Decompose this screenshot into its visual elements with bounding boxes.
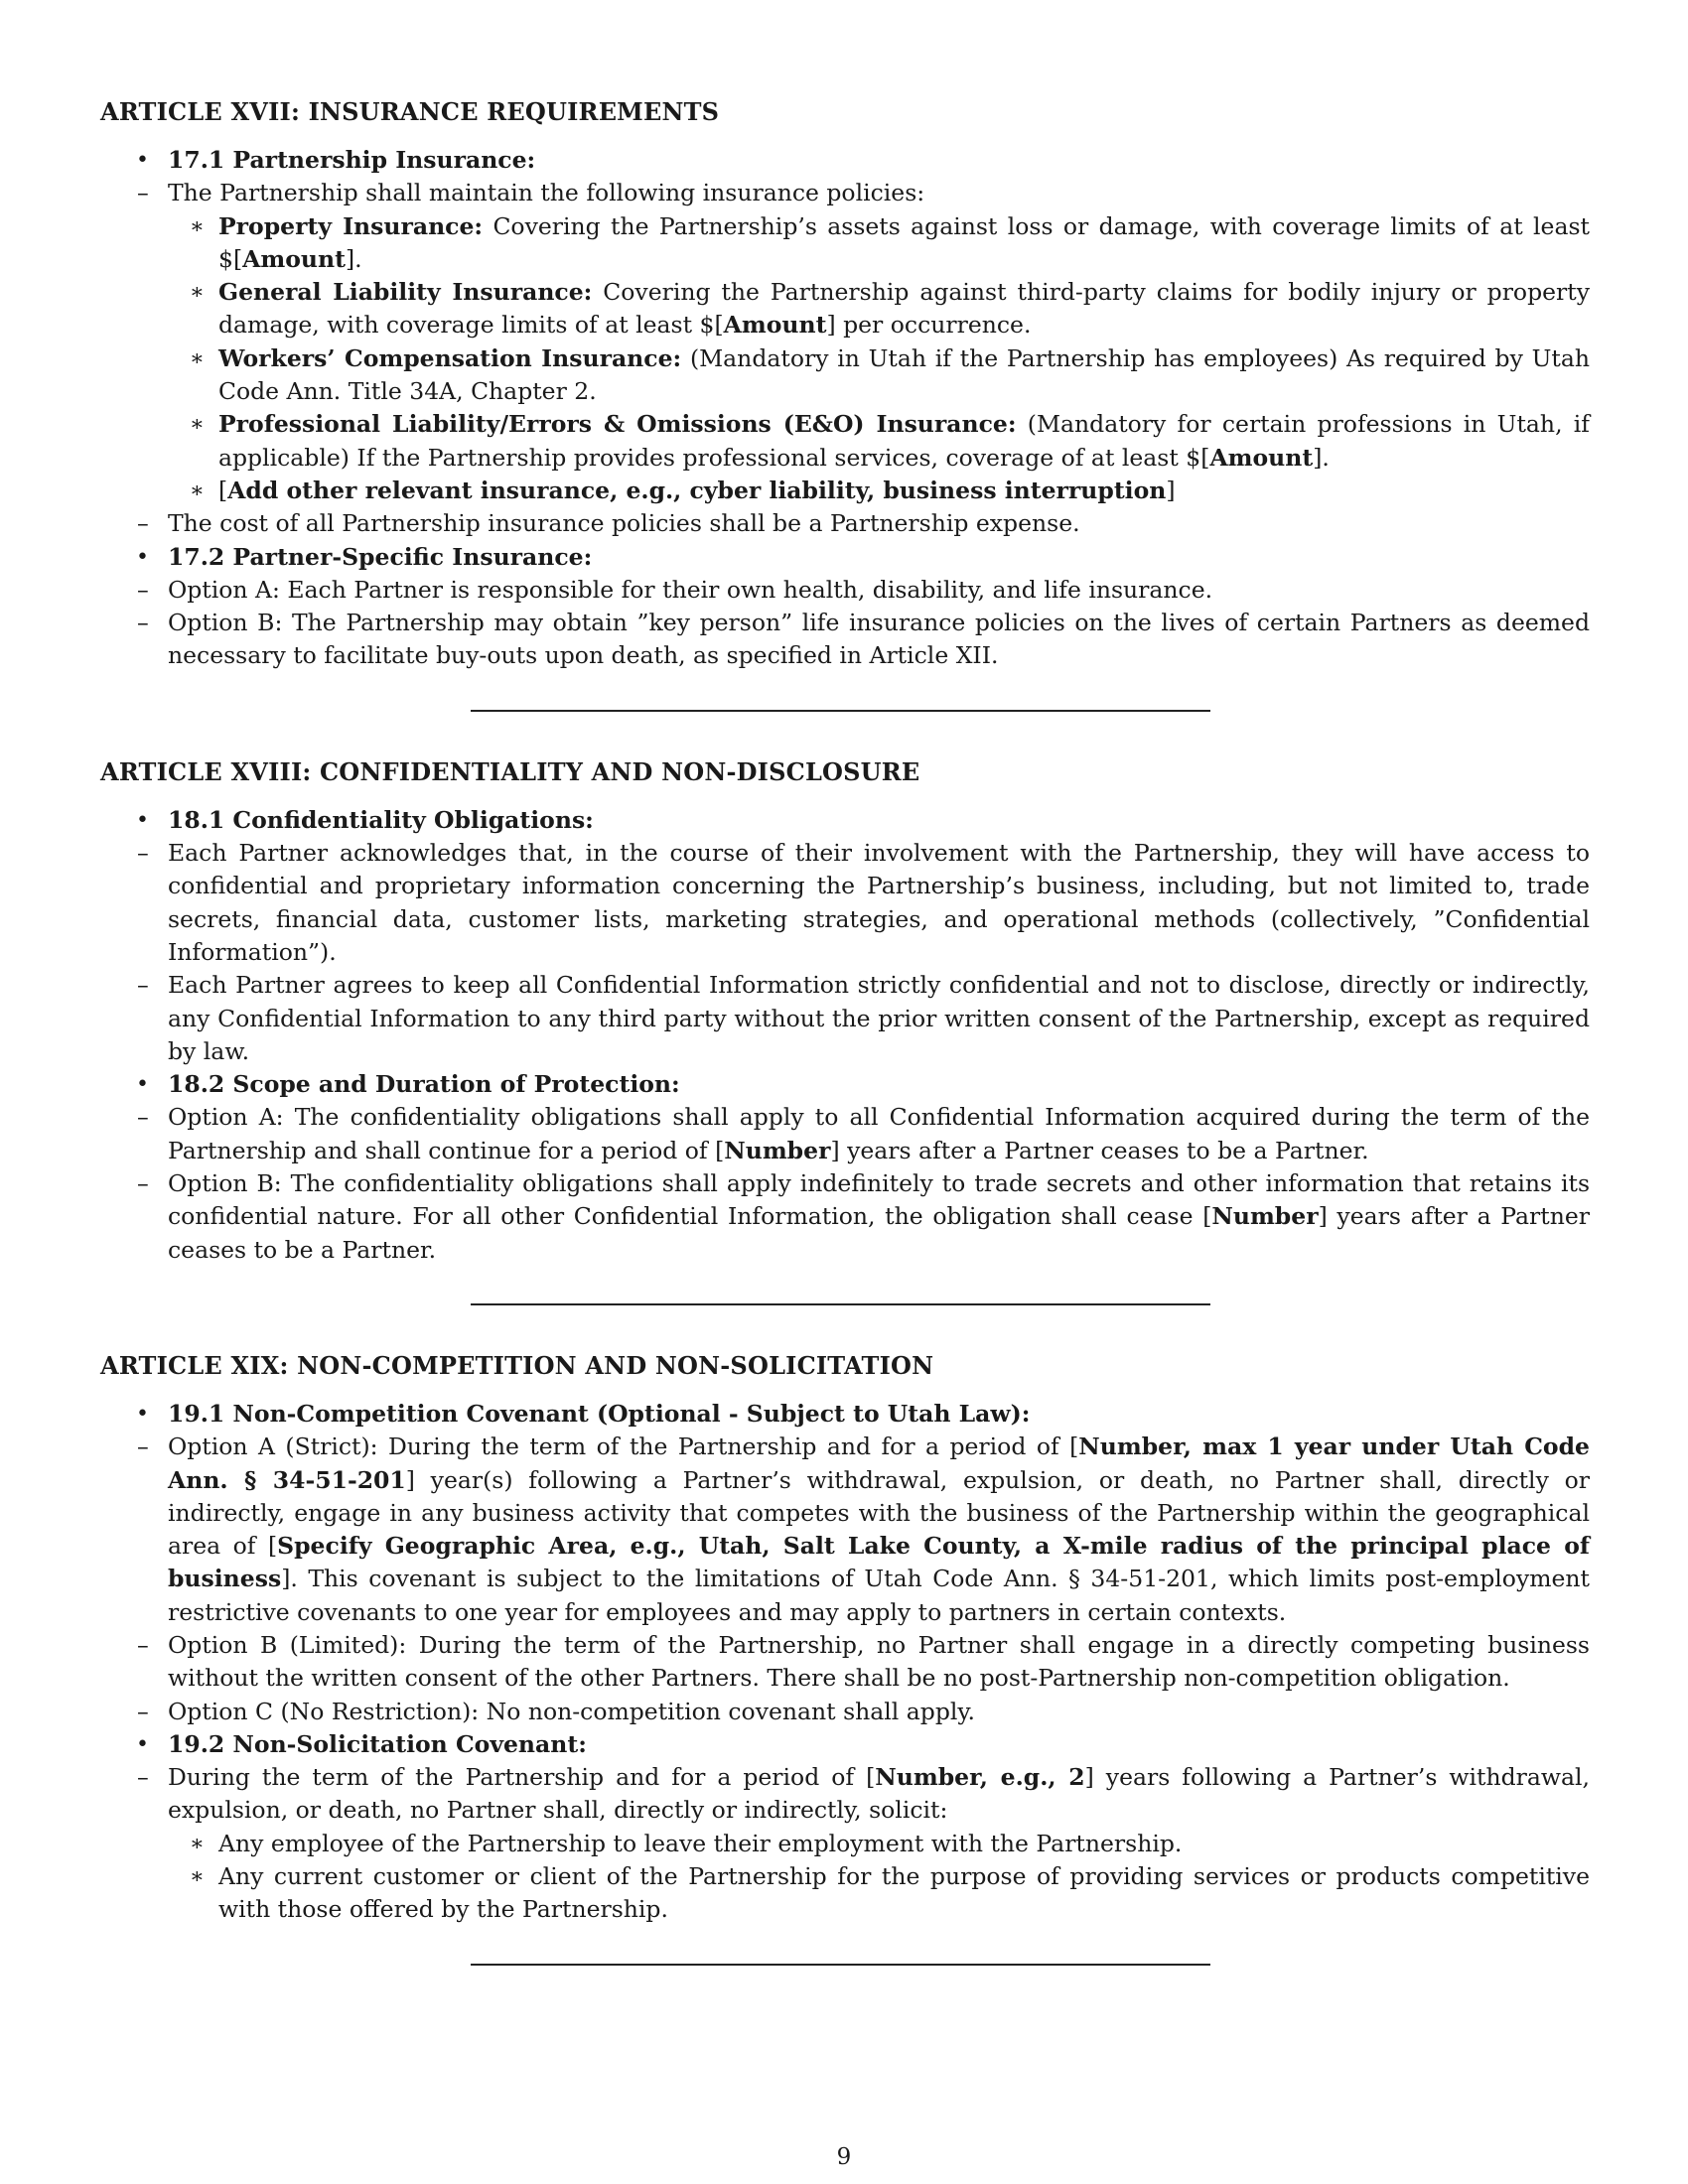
section-19-1	[100, 1398, 1590, 1728]
section-19-2	[100, 1728, 1590, 1927]
list-item: ∗ [Add other relevant insurance, e.g., cyber liability, business interruption]	[218, 475, 1590, 507]
article-17-title: ARTICLE XVII: INSURANCE REQUIREMENTS	[100, 97, 720, 126]
list-item: – Option B: The confidentiality obligations shall apply indefinitely to trade secrets and other information that retains its confidential nature. For all other Confidential Information, the obligation shall cease [Number] years after a Partner ceases to be a Partner.	[168, 1167, 1590, 1267]
list-item: – Each Partner agrees to keep all Confidential Information strictly confidential and not to disclose, directly or indirectly, any Confidential Information to any third party without the prior written consent of the Partnership, except as required by law.	[168, 969, 1590, 1068]
list-item: – Each Partner acknowledges that, in the course of their involvement with the Partnership, they will have access to confidential and proprietary information concerning the Partnership’s business, including, but not limited to, trade secrets, financial data, customer lists, marketing strategies, and operational methods (collectively, ”Confidential Information”).	[168, 837, 1590, 969]
section-17-2	[100, 541, 1590, 673]
list-item: ∗ General Liability Insurance: Covering the Partnership against third-party claims for bodily injury or property damage, with coverage limits of at least $[Amount] per occurrence.	[218, 276, 1590, 342]
list-item: – Option C (No Restriction): No non-competition covenant shall apply.	[168, 1696, 1590, 1728]
section-17-1-intro: The Partnership shall maintain the following insurance policies:	[168, 179, 925, 207]
general-liability-label: General Liability Insurance:	[218, 278, 593, 307]
workers-comp-label: Workers’ Compensation Insurance:	[218, 343, 682, 372]
document-page	[100, 95, 1590, 1966]
list-item: ∗ Professional Liability/Errors & Omissions (E&O) Insurance: (Mandatory for certain professions in Utah, if applicable) If the Partnership provides professional services, coverage of at least $[Amount].	[218, 408, 1590, 475]
article-18-sections	[100, 804, 1590, 1267]
property-insurance-label: Property Insurance:	[218, 211, 484, 240]
list-item: – Option A (Strict): During the term of the Partnership and for a period of [Number, max 1 year under Utah Code Ann. § 34-51-201] year(s) following a Partner’s withdrawal, expulsion, or death, no Partner shall, directly or indirectly, engage in any business activity that competes with the business of the Partnership within the geographical area of [Specify Geographic Area, e.g., Utah, Salt Lake County, a X-mile radius of the principal place of business]. This covenant is subject to the limitations of Utah Code Ann. § 34-51-201, which limits post-employment restrictive covenants to one year for employees and may apply to partners in certain contexts.	[168, 1431, 1590, 1629]
other-insurance-placeholder: Add other relevant insurance, e.g., cyber liability, business interruption	[227, 476, 1167, 504]
list-item	[168, 177, 1590, 507]
section-17-1	[100, 144, 1590, 541]
list-item: ∗ Workers’ Compensation Insurance: (Mandatory in Utah if the Partnership has employees) As required by Utah Code Ann. Title 34A, Chapter 2.	[218, 342, 1590, 409]
list-item: ∗ Property Insurance: Covering the Partnership’s assets against loss or damage, with coverage limits of at least $[Amount].	[218, 210, 1590, 277]
professional-liability-label: Professional Liability/Errors & Omissions (E&O) Insurance:	[218, 410, 1017, 439]
section-18-1	[100, 804, 1590, 1068]
section-19-2-heading: 19.2 Non-Solicitation Covenant:	[168, 1729, 587, 1758]
section-18-2	[100, 1068, 1590, 1267]
section-19-1-heading: 19.1 Non-Competition Covenant (Optional - Subject to Utah Law):	[168, 1399, 1031, 1428]
section-divider	[471, 1964, 1210, 1966]
list-item: – The cost of all Partnership insurance policies shall be a Partnership expense.	[168, 507, 1590, 540]
page-number: 9	[836, 2144, 852, 2170]
section-18-1-heading: 18.1 Confidentiality Obligations:	[168, 805, 594, 834]
list-item: – During the term of the Partnership and for a period of [Number, e.g., 2] years following a Partner’s withdrawal, expulsion, or death, no Partner shall, directly or indirectly, solicit: ∗ Any employee of the Partnership to leave their employment with the Partnership. ∗ Any current customer or client of the Partnership for the purpose of providing services or products competitive with those offered by the Partnership.	[168, 1761, 1590, 1926]
list-item: ∗ Any current customer or client of the Partnership for the purpose of providing services or products competitive with those offered by the Partnership.	[218, 1860, 1590, 1927]
section-18-2-heading: 18.2 Scope and Duration of Protection:	[168, 1070, 680, 1099]
section-17-1-heading: 17.1 Partnership Insurance:	[168, 146, 536, 174]
article-18-title: ARTICLE XVIII: CONFIDENTIALITY AND NON-DISCLOSURE	[100, 756, 920, 786]
article-19-title: ARTICLE XIX: NON-COMPETITION AND NON-SOLICITATION	[100, 1350, 934, 1380]
list-item: ∗ Any employee of the Partnership to leave their employment with the Partnership.	[218, 1828, 1590, 1860]
list-item: – Option B (Limited): During the term of the Partnership, no Partner shall engage in a directly competing business without the written consent of the other Partners. There shall be no post-Partnership non-competition obligation.	[168, 1629, 1590, 1696]
list-item: – Option B: The Partnership may obtain ”key person” life insurance policies on the lives of certain Partners as deemed necessary to facilitate buy-outs upon death, as specified in Article XII.	[168, 607, 1590, 673]
list-item: – Option A: The confidentiality obligations shall apply to all Confidential Information acquired during the term of the Partnership and shall continue for a period of [Number] years after a Partner ceases to be a Partner.	[168, 1101, 1590, 1167]
section-17-2-heading: 17.2 Partner-Specific Insurance:	[168, 542, 593, 571]
list-item: – Option A: Each Partner is responsible for their own health, disability, and life insurance.	[168, 574, 1590, 607]
article-17-sections	[100, 144, 1590, 673]
article-19-sections	[100, 1398, 1590, 1927]
